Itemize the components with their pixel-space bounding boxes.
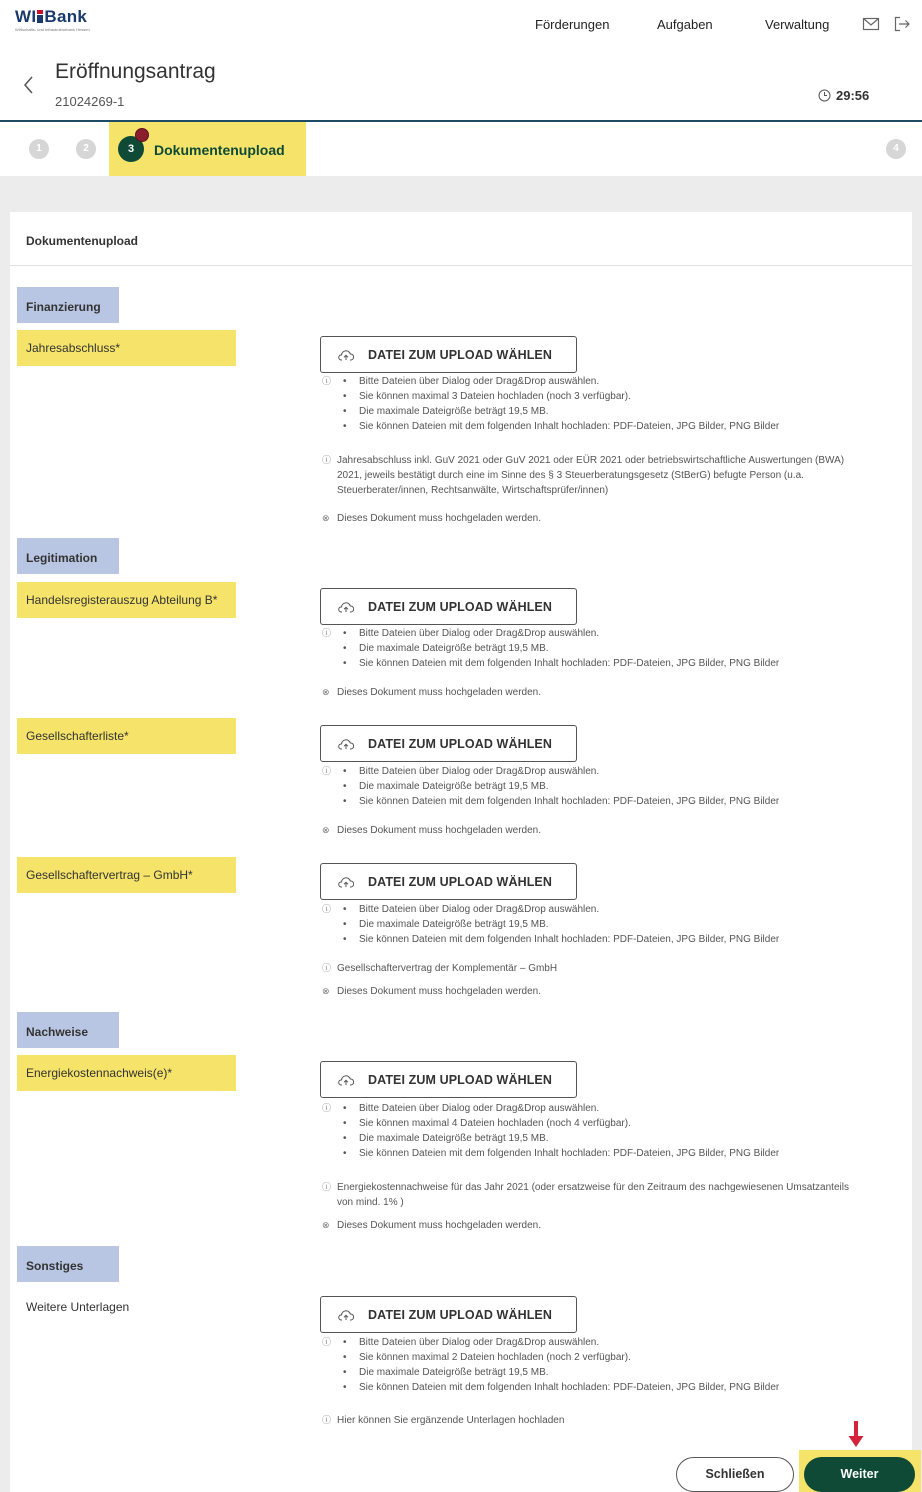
nav-aufgaben[interactable]: Aufgaben [657, 17, 713, 32]
hint-text: Sie können Dateien mit dem folgenden Inhalt hochladen: PDF-Dateien, JPG Bilder, PNG Bilder [359, 421, 780, 432]
note-jahresabschluss [322, 453, 862, 498]
info-icon: ⓘ [322, 963, 332, 973]
hint-text: Die maximale Dateigröße beträgt 19,5 MB. [359, 781, 549, 792]
info-icon: ⓘ [322, 766, 332, 776]
cloud-upload-icon [338, 876, 354, 888]
logo-bar-icon [37, 10, 43, 23]
info-icon: ⓘ [322, 628, 332, 638]
upload-label: DATEI ZUM UPLOAD WÄHLEN [368, 1307, 552, 1322]
required-notice [322, 511, 862, 526]
note-energiekosten [322, 1180, 862, 1210]
error-circle-icon: ⊗ [322, 825, 330, 835]
hint-text: Sie können maximal 3 Dateien hochladen (noch 3 verfügbar). [359, 391, 631, 402]
upload-button-weitere[interactable] [320, 1296, 577, 1333]
note-gesellschaftervertrag [322, 961, 862, 976]
upload-label: DATEI ZUM UPLOAD WÄHLEN [368, 599, 552, 614]
label-gesellschafterliste: Gesellschafterliste* [17, 718, 236, 754]
hint-text: Bitte Dateien über Dialog oder Drag&Drop auswählen. [359, 904, 600, 915]
upload-button-jahresabschluss[interactable] [320, 336, 577, 373]
application-number: 21024269-1 [55, 94, 125, 109]
step-2[interactable]: 2 [76, 139, 96, 159]
required-text: Dieses Dokument muss hochgeladen werden. [337, 1220, 541, 1231]
cloud-upload-icon [338, 601, 354, 613]
hint-text: Die maximale Dateigröße beträgt 19,5 MB. [359, 1133, 549, 1144]
hint-text: Die maximale Dateigröße beträgt 19,5 MB. [359, 1367, 549, 1378]
info-icon: ⓘ [322, 1415, 332, 1425]
hint-text: Sie können Dateien mit dem folgenden Inhalt hochladen: PDF-Dateien, JPG Bilder, PNG Bilder [359, 658, 780, 669]
error-circle-icon: ⊗ [322, 513, 330, 523]
hint-text: Die maximale Dateigröße beträgt 19,5 MB. [359, 406, 549, 417]
required-notice [322, 984, 862, 999]
info-icon: ⓘ [322, 1337, 332, 1347]
required-text: Dieses Dokument muss hochgeladen werden. [337, 986, 541, 997]
cloud-upload-icon [338, 349, 354, 361]
active-step-label: Dokumentenupload [154, 142, 285, 158]
wibank-logo[interactable] [15, 8, 90, 32]
step-1[interactable]: 1 [29, 139, 49, 159]
label-handelsregister: Handelsregisterauszug Abteilung B* [17, 582, 236, 618]
card-header [10, 212, 912, 266]
logout-icon[interactable] [893, 15, 911, 33]
section-legitimation: Legitimation [17, 538, 119, 574]
chevron-left-icon[interactable] [20, 74, 36, 96]
note-text: Hier können Sie ergänzende Unterlagen hochladen [337, 1415, 565, 1426]
note-text: Jahresabschluss inkl. GuV 2021 oder GuV 2021 oder EÜR 2021 oder betriebswirtschaftliche Auswertungen (BWA) 2021, jeweils bestätigt durch eine im Sinne des § 3 Steuerberatungsgesetz (StBerG) befugte Person (u.a. Steuerberater/innen, Rechtsanwälte, Wirtschaftsprüfer/innen) [337, 455, 845, 496]
info-icon: ⓘ [322, 376, 332, 386]
grey-band [0, 176, 922, 212]
required-text: Dieses Dokument muss hochgeladen werden. [337, 687, 541, 698]
cloud-upload-icon [338, 738, 354, 750]
right-margin [912, 212, 922, 1492]
label-gesellschaftervertrag: Gesellschaftervertrag – GmbH* [17, 857, 236, 893]
error-circle-icon: ⊗ [322, 986, 330, 996]
upload-label: DATEI ZUM UPLOAD WÄHLEN [368, 347, 552, 362]
section-finanzierung: Finanzierung [17, 287, 119, 323]
cloud-upload-icon [338, 1309, 354, 1321]
close-button[interactable]: Schließen [676, 1457, 794, 1492]
info-icon: ⓘ [322, 455, 332, 465]
required-notice [322, 823, 862, 838]
page-title: Eröffnungsantrag [55, 60, 216, 83]
info-icon: ⓘ [322, 1103, 332, 1113]
note-weitere [322, 1413, 862, 1428]
hint-text: Sie können Dateien mit dem folgenden Inhalt hochladen: PDF-Dateien, JPG Bilder, PNG Bilder [359, 1382, 780, 1393]
timer-value: 29:56 [836, 88, 870, 103]
left-margin [0, 212, 10, 1492]
error-circle-icon: ⊗ [322, 1220, 330, 1230]
note-text: Gesellschaftervertrag der Komplementär – GmbH [337, 963, 558, 974]
label-jahresabschluss: Jahresabschluss* [17, 330, 236, 366]
hint-text: Bitte Dateien über Dialog oder Drag&Drop auswählen. [359, 628, 600, 639]
hint-text: Bitte Dateien über Dialog oder Drag&Drop auswählen. [359, 1337, 600, 1348]
logo-text: WI [15, 7, 37, 26]
upload-button-energiekosten[interactable] [320, 1061, 577, 1098]
section-nachweise: Nachweise [17, 1012, 119, 1048]
mail-icon[interactable] [862, 15, 880, 33]
info-icon: ⓘ [322, 1182, 332, 1192]
required-notice [322, 685, 862, 700]
hint-text: Bitte Dateien über Dialog oder Drag&Drop auswählen. [359, 766, 600, 777]
next-button[interactable]: Weiter [804, 1457, 915, 1492]
logo-subtitle: Wirtschafts- und Infrastrukturbank Hessen [15, 27, 90, 32]
clock-icon [818, 89, 831, 102]
hint-text: Sie können Dateien mit dem folgenden Inhalt hochladen: PDF-Dateien, JPG Bilder, PNG Bilder [359, 796, 780, 807]
hint-text: Bitte Dateien über Dialog oder Drag&Drop auswählen. [359, 376, 600, 387]
hint-text: Sie können maximal 4 Dateien hochladen (noch 4 verfügbar). [359, 1118, 631, 1129]
upload-label: DATEI ZUM UPLOAD WÄHLEN [368, 736, 552, 751]
cloud-upload-icon [338, 1074, 354, 1086]
step-3-active[interactable]: 3 [118, 136, 144, 162]
hint-text: Sie können Dateien mit dem folgenden Inhalt hochladen: PDF-Dateien, JPG Bilder, PNG Bilder [359, 1148, 780, 1159]
hint-text: Die maximale Dateigröße beträgt 19,5 MB. [359, 919, 549, 930]
arrow-down-icon [847, 1419, 865, 1449]
label-weitere-unterlagen: Weitere Unterlagen [26, 1300, 130, 1314]
notification-dot-icon [135, 128, 149, 142]
upload-button-gesellschaftervertrag[interactable] [320, 863, 577, 900]
top-navigation [0, 0, 922, 50]
session-timer [818, 88, 869, 103]
nav-foerderungen[interactable]: Förderungen [535, 17, 610, 32]
hint-text: Sie können maximal 2 Dateien hochladen (noch 2 verfügbar). [359, 1352, 631, 1363]
section-sonstiges: Sonstiges [17, 1246, 119, 1282]
nav-verwaltung[interactable]: Verwaltung [765, 17, 830, 32]
step-4[interactable]: 4 [886, 139, 906, 159]
required-text: Dieses Dokument muss hochgeladen werden. [337, 513, 541, 524]
required-text: Dieses Dokument muss hochgeladen werden. [337, 825, 541, 836]
card-title: Dokumentenupload [26, 234, 139, 248]
note-text: Energiekostennachweise für das Jahr 2021 (oder ersatzweise für den Zeitraum des nachgewiesenen Umsatzanteils von mind. 1% ) [337, 1182, 849, 1208]
hint-text: Die maximale Dateigröße beträgt 19,5 MB. [359, 643, 549, 654]
hint-text: Sie können Dateien mit dem folgenden Inhalt hochladen: PDF-Dateien, JPG Bilder, PNG Bilder [359, 934, 780, 945]
upload-label: DATEI ZUM UPLOAD WÄHLEN [368, 1072, 552, 1087]
upload-button-gesellschafterliste[interactable] [320, 725, 577, 762]
info-icon: ⓘ [322, 904, 332, 914]
hint-text: Bitte Dateien über Dialog oder Drag&Drop auswählen. [359, 1103, 600, 1114]
logo-text-2: Bank [44, 7, 88, 26]
upload-button-handelsregister[interactable] [320, 588, 577, 625]
required-notice [322, 1218, 862, 1233]
error-circle-icon: ⊗ [322, 687, 330, 697]
label-energiekosten: Energiekostennachweis(e)* [17, 1055, 236, 1091]
upload-label: DATEI ZUM UPLOAD WÄHLEN [368, 874, 552, 889]
